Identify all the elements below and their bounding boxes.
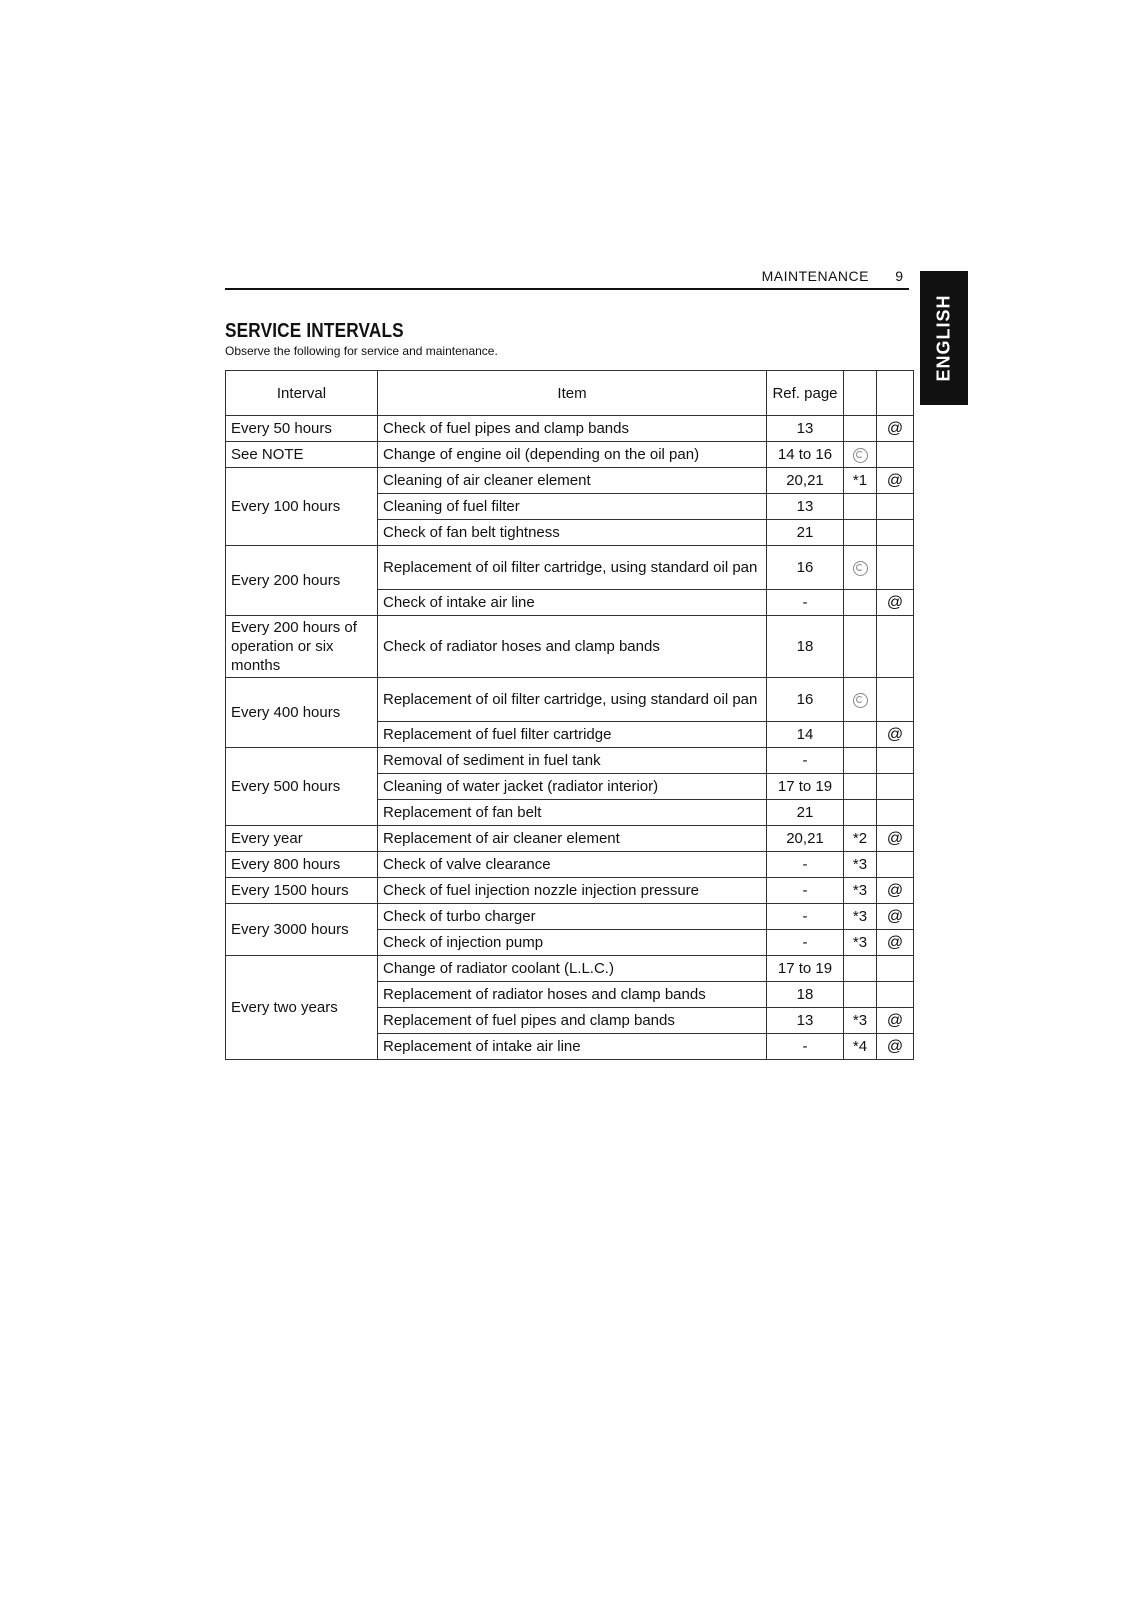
ref-page-cell: - (767, 852, 844, 878)
ref-page-cell: 20,21 (767, 826, 844, 852)
item-cell: Replacement of intake air line (378, 1034, 767, 1060)
ref-page-cell: - (767, 1034, 844, 1060)
ref-page-cell: 13 (767, 1008, 844, 1034)
ref-page-cell: - (767, 590, 844, 616)
item-cell: Cleaning of air cleaner element (378, 468, 767, 494)
interval-cell: Every two years (226, 956, 378, 1060)
page-number: 9 (895, 268, 903, 284)
item-cell: Replacement of air cleaner element (378, 826, 767, 852)
note-cell: *2 (844, 826, 877, 852)
header-note (844, 371, 877, 416)
note-cell (844, 494, 877, 520)
table-row (226, 468, 914, 494)
ref-page-cell: 16 (767, 678, 844, 722)
at-mark-cell (877, 852, 914, 878)
at-mark-cell (877, 442, 914, 468)
item-cell: Replacement of oil filter cartridge, using standard oil pan (378, 678, 767, 722)
table-row (226, 678, 914, 722)
ref-page-cell: 13 (767, 416, 844, 442)
header-mark (877, 371, 914, 416)
note-cell: *4 (844, 1034, 877, 1060)
table-header-row (226, 371, 914, 416)
ref-page-cell: 14 to 16 (767, 442, 844, 468)
at-mark-cell (877, 494, 914, 520)
table-row (226, 748, 914, 774)
table-row (226, 442, 914, 468)
at-mark-cell: @ (877, 930, 914, 956)
item-cell: Check of fan belt tightness (378, 520, 767, 546)
at-mark-cell: @ (877, 416, 914, 442)
item-cell: Check of fuel pipes and clamp bands (378, 416, 767, 442)
ref-page-cell: 16 (767, 546, 844, 590)
interval-cell: Every 100 hours (226, 468, 378, 546)
note-cell (844, 616, 877, 678)
c-mark-icon (853, 561, 868, 576)
language-tab-label: ENGLISH (933, 294, 954, 382)
language-tab (920, 271, 968, 405)
note-cell (844, 442, 877, 468)
c-mark-icon (853, 693, 868, 708)
running-header (225, 266, 909, 290)
at-mark-cell: @ (877, 1034, 914, 1060)
item-cell: Cleaning of water jacket (radiator interior) (378, 774, 767, 800)
note-cell (844, 956, 877, 982)
ref-page-cell: 18 (767, 982, 844, 1008)
at-mark-cell (877, 748, 914, 774)
note-cell (844, 722, 877, 748)
note-cell: *3 (844, 930, 877, 956)
interval-cell: Every 500 hours (226, 748, 378, 826)
at-mark-cell: @ (877, 904, 914, 930)
ref-page-cell: 13 (767, 494, 844, 520)
at-mark-cell: @ (877, 722, 914, 748)
ref-page-cell: 14 (767, 722, 844, 748)
at-mark-cell: @ (877, 1008, 914, 1034)
ref-page-cell: - (767, 904, 844, 930)
interval-cell: Every 800 hours (226, 852, 378, 878)
table-row (226, 878, 914, 904)
header-interval: Interval (226, 371, 378, 416)
interval-cell: Every 50 hours (226, 416, 378, 442)
note-cell: *1 (844, 468, 877, 494)
item-cell: Check of fuel injection nozzle injection pressure (378, 878, 767, 904)
interval-cell: Every 400 hours (226, 678, 378, 748)
item-cell: Replacement of radiator hoses and clamp bands (378, 982, 767, 1008)
item-cell: Replacement of fuel filter cartridge (378, 722, 767, 748)
note-cell (844, 416, 877, 442)
note-cell (844, 982, 877, 1008)
note-cell: *3 (844, 904, 877, 930)
table-row (226, 826, 914, 852)
note-cell: *3 (844, 1008, 877, 1034)
at-mark-cell (877, 616, 914, 678)
note-cell (844, 748, 877, 774)
at-mark-cell (877, 678, 914, 722)
ref-page-cell: - (767, 748, 844, 774)
note-cell (844, 800, 877, 826)
ref-page-cell: 21 (767, 800, 844, 826)
item-cell: Check of injection pump (378, 930, 767, 956)
ref-page-cell: 17 to 19 (767, 956, 844, 982)
table-row (226, 416, 914, 442)
ref-page-cell: 20,21 (767, 468, 844, 494)
item-cell: Check of turbo charger (378, 904, 767, 930)
at-mark-cell (877, 800, 914, 826)
interval-cell: Every year (226, 826, 378, 852)
note-cell (844, 546, 877, 590)
table-row (226, 904, 914, 930)
ref-page-cell: 17 to 19 (767, 774, 844, 800)
table-row (226, 852, 914, 878)
item-cell: Change of radiator coolant (L.L.C.) (378, 956, 767, 982)
note-cell (844, 678, 877, 722)
at-mark-cell (877, 982, 914, 1008)
item-cell: Change of engine oil (depending on the oil pan) (378, 442, 767, 468)
note-cell: *3 (844, 852, 877, 878)
interval-cell: Every 200 hours (226, 546, 378, 616)
page-subtitle: Observe the following for service and maintenance. (225, 344, 498, 358)
header-item: Item (378, 371, 767, 416)
at-mark-cell (877, 774, 914, 800)
item-cell: Check of radiator hoses and clamp bands (378, 616, 767, 678)
interval-cell: Every 3000 hours (226, 904, 378, 956)
note-cell (844, 774, 877, 800)
item-cell: Replacement of fuel pipes and clamp bands (378, 1008, 767, 1034)
item-cell: Removal of sediment in fuel tank (378, 748, 767, 774)
ref-page-cell: 21 (767, 520, 844, 546)
header-ref-page: Ref. page (767, 371, 844, 416)
at-mark-cell (877, 956, 914, 982)
at-mark-cell: @ (877, 590, 914, 616)
at-mark-cell: @ (877, 468, 914, 494)
section-title: MAINTENANCE (761, 268, 869, 284)
item-cell: Check of intake air line (378, 590, 767, 616)
interval-cell: See NOTE (226, 442, 378, 468)
table-row (226, 956, 914, 982)
table-row (226, 616, 914, 678)
at-mark-cell: @ (877, 826, 914, 852)
service-intervals-table (225, 370, 914, 1060)
interval-cell: Every 1500 hours (226, 878, 378, 904)
ref-page-cell: - (767, 878, 844, 904)
at-mark-cell (877, 546, 914, 590)
ref-page-cell: 18 (767, 616, 844, 678)
table-row (226, 546, 914, 590)
item-cell: Replacement of fan belt (378, 800, 767, 826)
note-cell (844, 590, 877, 616)
at-mark-cell: @ (877, 878, 914, 904)
item-cell: Cleaning of fuel filter (378, 494, 767, 520)
note-cell (844, 520, 877, 546)
at-mark-cell (877, 520, 914, 546)
item-cell: Check of valve clearance (378, 852, 767, 878)
note-cell: *3 (844, 878, 877, 904)
c-mark-icon (853, 448, 868, 463)
page-title: SERVICE INTERVALS (225, 320, 404, 342)
ref-page-cell: - (767, 930, 844, 956)
interval-cell: Every 200 hours of operation or six months (226, 616, 378, 678)
item-cell: Replacement of oil filter cartridge, using standard oil pan (378, 546, 767, 590)
